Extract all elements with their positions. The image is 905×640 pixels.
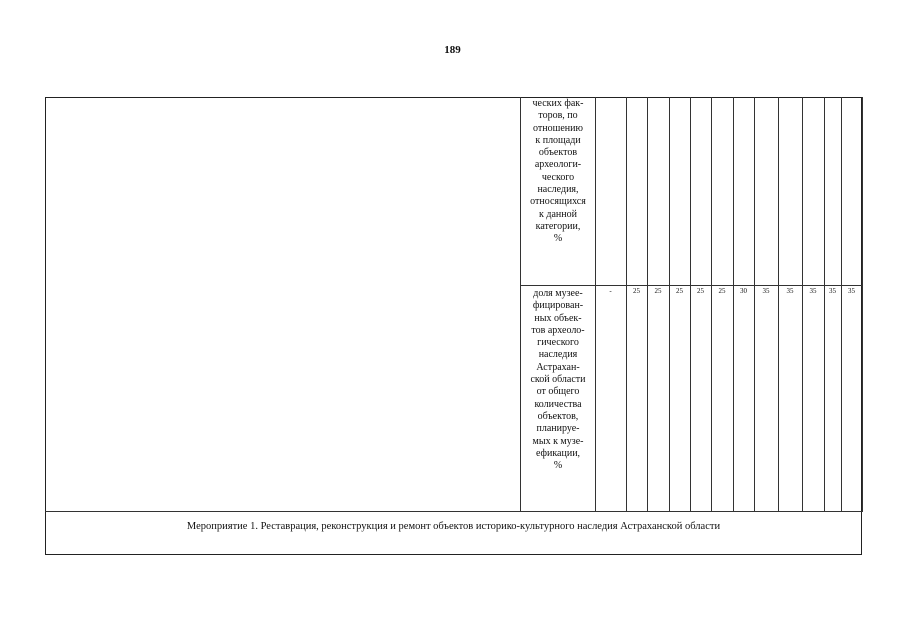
table-frame bbox=[45, 97, 862, 555]
value-cell: 35 bbox=[786, 287, 794, 295]
grid-line-11 bbox=[824, 97, 825, 512]
value-cell: - bbox=[609, 287, 612, 295]
page-number: 189 bbox=[444, 44, 461, 56]
event-row bbox=[46, 512, 861, 554]
value-cell: 25 bbox=[718, 287, 726, 295]
value-cell: 35 bbox=[809, 287, 817, 295]
grid-line-5 bbox=[690, 97, 691, 512]
value-cell: 35 bbox=[848, 287, 855, 295]
value-cell: 25 bbox=[697, 287, 704, 295]
grid-line-12 bbox=[841, 97, 842, 512]
row-divider bbox=[520, 285, 862, 286]
grid-line-9 bbox=[778, 97, 779, 512]
grid-line-2 bbox=[626, 97, 627, 512]
value-cell: 35 bbox=[829, 287, 836, 295]
value-cell: 25 bbox=[654, 287, 662, 295]
value-cell: 25 bbox=[633, 287, 640, 295]
event-title: Мероприятие 1. Реставрация, реконструкция и ремонт объектов историко-культурного наследия Астраханской области bbox=[186, 521, 721, 532]
value-cell: 30 bbox=[740, 287, 747, 295]
grid-line-8 bbox=[754, 97, 755, 512]
grid-line-10 bbox=[802, 97, 803, 512]
grid-line-1 bbox=[595, 97, 596, 512]
grid-line-13 bbox=[862, 97, 863, 512]
grid-line-7 bbox=[733, 97, 734, 512]
grid-line-4 bbox=[669, 97, 670, 512]
indicator-cell-1: ческих фак- торов, по отношению к площади объектов археологи- ческого наследия, относящихся к данной категории, % bbox=[530, 98, 586, 245]
value-cell: 35 bbox=[762, 287, 770, 295]
value-cell: 25 bbox=[676, 287, 683, 295]
grid-line-3 bbox=[647, 97, 648, 512]
grid-line-6 bbox=[711, 97, 712, 512]
indicator-cell-2: доля музее- фицирован- ных объек- тов археоло- гического наследия Астрахан- ской области от общего количества объектов, планируе- мых к музе- ефикации, % bbox=[530, 288, 586, 472]
grid-line-0 bbox=[520, 97, 521, 512]
